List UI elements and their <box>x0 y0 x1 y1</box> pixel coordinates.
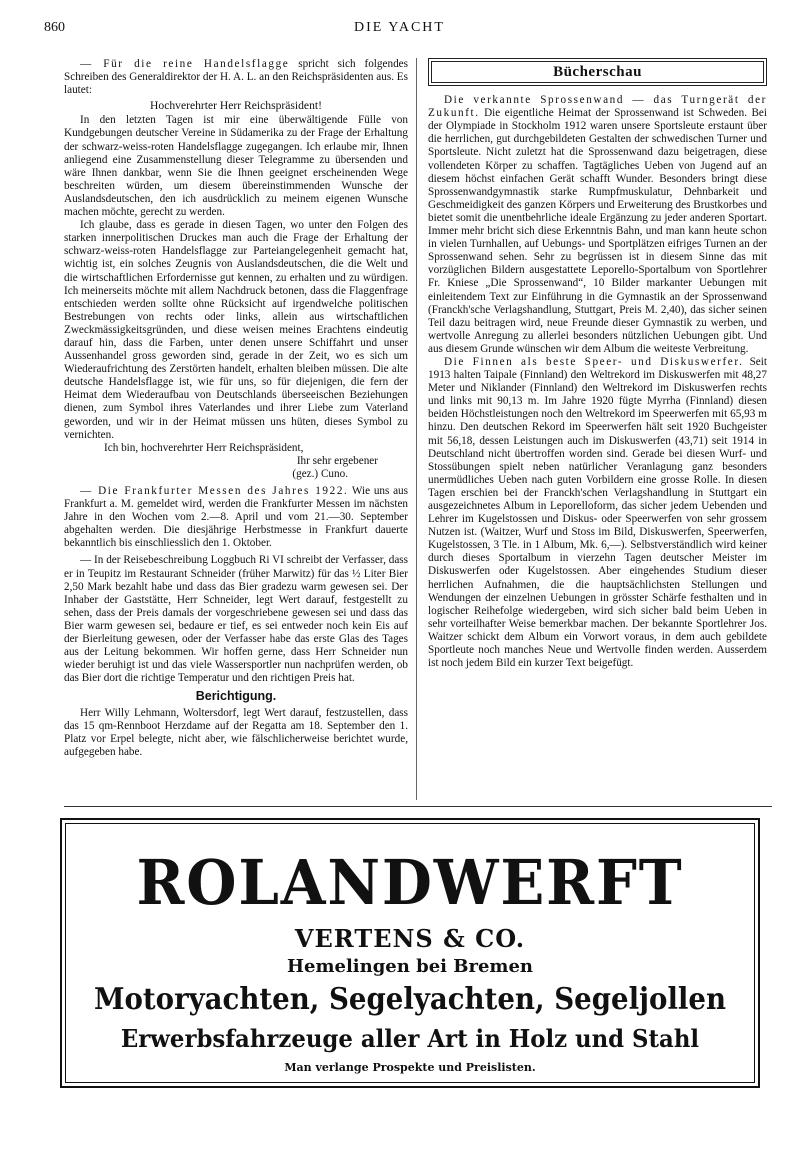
left-column <box>64 58 408 759</box>
fair-notice-text: Wie uns aus Frankfurt a. M. gemeldet wird, werden die Frankfurter Messen im nächsten Jahre in den Wochen vom 2.—8. April und vom 21.—30. September abgehalten werden. Die diesjährige Herbstmesse in Frankfurt dauerte bekanntlich bis einschliesslich den 1. Oktober. <box>64 485 409 550</box>
letter-regards: Ihr sehr ergebener <box>296 454 378 467</box>
wall-review <box>428 94 767 356</box>
ad-craft: Erwerbsfahrzeuge aller Art in Holz und Stahl <box>120 1024 700 1053</box>
letter-paragraph-1: In den letzten Tagen ist mir eine überwältigende Fülle von Kundgebungen deutscher Vereine in Südamerika zu der Frage der Erhaltung der schwarz-weiss-roten Handelsflagge zugegangen. Ich erlaube mir, Ihnen anliegend eine Zusammenstellung dieser Telegramme zu übersenden und wäre Ihnen dankbar, wenn Sie die Ihnen geeignet erscheinenden Wege beschreiten würden, um diesem übereinstimmenden Wunsche der Auslandsdeutschen, den ich ausdrücklich zu meinem eigenen Wunsche machen möchte, gerecht zu werden. <box>64 114 408 219</box>
finns-review-heading: Die Finnen als beste Speer- und Diskuswerfer. <box>444 355 744 368</box>
letter-greeting: Hochverehrter Herr Reichspräsident! <box>150 99 322 113</box>
wall-review-text: Die eigentliche Heimat der Sprossenwand ist Schweden. Bei der Olympiade in Stockholm 1912 waren unsere Sportsleute erstaunt über die herrlichen, gut durchgebildeten Gestalten der schwedischen Turner und Sportsleute. Nicht zuletzt hat die Sprossenwand dazu beigetragen, diese vollendeten Körper zu schaffen. Tagtägliches Ueben von Jugend auf an diesem höchst einfachen Gerät schafft Wunder. Besonders bringt diese Sprossenwandgymnastik starke Rumpfmuskulatur, Dehnbarkeit und Geschmeidigkeit des ganzen Körpers und Erweiterung des Brustkorbes und bietet somit die unentbehrliche ideale Ergänzung zu jeder anderen Sportart. Immer mehr bricht sich diese Erkenntnis Bahn, und man kann heute schon in vielen Turnhallen, auf Uebungs- und Sportplätzen eifriges Turnen an der Sprossenwand sehen. Sehr zu begrüssen ist in diesem Sinne das mit vorzüglichen Bildern ausgestattete Leporello-Sportalbum von Sportlehrer Fr. Kniese „Die Sprossenwand“, 10 Bilder markanter Uebungen mit einleitendem Text zur Einführung in die Gymnastik an der Sprossenwand (Franckh'sche Verlagshandlung, Stuttgart, Preis M. 2,40), das sicher seinen Teil dazu beitragen wird, neue Freunde dieser Gymnastik zu werben, und wertvolle Anregung zu allerlei besonders nützlichen Uebungen gibt. Und aus diesem Grunde wünschen wir dem Album die weiteste Verbreitung. <box>428 107 767 355</box>
correction-heading: Berichtigung. <box>195 689 277 704</box>
ad-brand: ROLANDWERFT <box>136 846 684 919</box>
advertisement-inner-frame <box>65 823 755 1083</box>
fair-notice-heading: — Die Frankfurter Messen des Jahres 1922. <box>80 485 349 497</box>
running-title: DIE YACHT <box>354 20 445 35</box>
ad-products: Motoryachten, Segelyachten, Segeljollen <box>93 982 727 1017</box>
bottom-rule <box>64 806 772 807</box>
right-column <box>428 58 767 670</box>
section-header-box <box>428 58 767 86</box>
correction-text: Herr Willy Lehmann, Woltersdorf, legt Wert darauf, festzustellen, dass das 15 qm-Rennboot Herzdame auf der Regatta am 18. September den 1. Platz vor Erpel belegte, nicht aber, wie fälschlicherweise berichtet wurde, aufgegeben habe. <box>64 706 408 758</box>
finns-review-text: Seit 1913 halten Taipale (Finnland) den Weltrekord im Diskuswerfen mit 48,27 Meter und Niklander (Finnland) den Weltrekord im Diskuswerfen rechts und links mit 90,13 m. Im Jahre 1920 fügte Myrrha (Finnland) diesen beiden Höchstleistungen noch den Weltrekord im Speerwerfen mit 65,93 m hinzu. Den deutschen Rekord im Speerwerfen hält seit 1920 Buchgeister mit 56,18, dessen Leistungen auch im Diskuswerfen (43,71) seit 1914 in Deutschland nicht übertroffen worden sind. Gerade bei diesen Wurf- und Stossübungen spielt neben natürlicher Veranlagung ganz besonders unermüdliches Ueben nach guten Vorbildern eine grosse Rolle. In diesen Tagen erschien bei der Franckh'schen Verlagshandlung in Stuttgart ein ausgezeichnetes Album in Leporelloform, das sicher jedem Uebenden und Lehrer im Kugelstossen und Diskus- oder Speerwerfen von sehr grossem Nutzen ist. (Waitzer, Wurf und Stoss im Bild, Diskuswerfen, Speerwerfen, Kugelstossen, 3 Tle. in 1 Album, Mk. 6,—). Selbstverständlich wird keiner durch dieses Sportalbum in vierzehn Tagen deutscher Meister im Diskuswerfen oder Kugelstossen. Aber eingehendes Studium dieser herrlichen Aufnahmen, die die hauptsächlichsten Stellungen und Wendungen der einzelnen Uebungen in grösster Schärfe festhalten und in logischer Reihefolge wiedergeben, wird sich sicher bald beim Ueben in sehr vorteilhafter Weise bemerkbar machen. Der bekannte Sportlehrer Jos. Waitzer schickt dem Album ein Vorwort voraus, in dem auch gebildete Sportleute noch manches Neue und Wertvolle finden werden. Ausserdem ist noch jedem Bild ein kurzer Text beigefügt. <box>428 355 767 670</box>
column-divider <box>416 58 417 800</box>
ad-place: Hemelingen bei Bremen <box>287 956 533 977</box>
ad-request: Man verlange Prospekte und Preislisten. <box>284 1061 536 1074</box>
page-number: 860 <box>44 20 65 35</box>
section-title: Bücherschau <box>431 61 764 83</box>
fair-notice <box>64 485 408 550</box>
wall-review-heading: Die verkannte Sprossenwand — das Turngerät der Zukunft. <box>428 94 767 120</box>
flag-notice-text: spricht sich folgendes Schreiben des Generaldirektor der H. A. L. an den Reichspräsidenten aus. Es lautet: <box>64 58 408 97</box>
travel-notice: — In der Reisebeschreibung Loggbuch Ri VI schreibt der Verfasser, dass er in Teupitz im Restaurant Schneider (früher Marwitz) für das ½ Liter Bier 2,50 Mark bezahlt habe und dass das Bier gradezu warm gewesen sei. Der Inhaber der Gaststätte, Herr Schneider, legt Wert darauf, festgestellt zu sehen, dass der Preis damals der vorgeschriebene gewesen sei und dass das Bier warm gewesen sei, bedaure er tief, es sei entweder noch kein Eis auf der Bierleitung gewesen, oder der Verfasser habe das erste Glas des Tages aus der Leitung bekommen. Wir hoffen gerne, dass Herr Schneider nun wieder beruhigt ist und das viele Wassersportler nun nachprüfen werden, ob das Bier dort die richtige Temperatur und den richtigen Preis hat. <box>64 554 408 685</box>
flag-notice <box>64 58 408 97</box>
letter-paragraph-2: Ich glaube, dass es gerade in diesen Tagen, wo unter den Folgen des starken innerpolitischen Druckes man auch die Frage der Erhaltung der schwarz-weiss-roten Handelsflagge zur Parteiangelegenheit gemacht hat, wichtig ist, ein solches Zeugnis von Auslandsdeutschen, die die Welt und die wirtschaftlichen Erfordernisse gut kennen, zu erhalten und zu würdigen. Ich meinerseits möchte mit allem Nachdruck betonen, dass die Flaggenfrage entschieden werden sollte ohne Rücksicht auf irgendwelche politischen Bestrebungen von rechts oder links, allein aus wirtschaftlichen Zweckmässigkeitsgründen, und diese weisen meines Erachtens eindeutig darauf hin, dass die Farben, unter denen unsere Schiffahrt und unser Aussenhandel gross geworden sind, gerade in der Zeit, wo es sich um Wiederaufrichtung des Zerstörten handelt, erhalten bleiben müssen. Die alte deutsche Handelsflagge ist, wie für uns, so für diejenigen, die fern der Heimat dem Wiederaufbau von Deutschlands überseeischen Beziehungen dienen, zum Symbol ihres Vaterlandes und ihrer Liebe zum Vaterland geworden, und wir in der Heimat müssen uns hüten, dieses Symbol zu vernichten. <box>64 219 408 441</box>
letter-closing: Ich bin, hochverehrter Herr Reichspräsident, <box>104 441 304 454</box>
flag-notice-heading: — Für die reine Handelsflagge <box>80 58 290 70</box>
ad-firm: VERTENS & CO. <box>294 924 526 953</box>
letter-signature: (gez.) Cuno. <box>292 467 348 480</box>
advertisement <box>60 818 760 1088</box>
finns-review <box>428 356 767 670</box>
